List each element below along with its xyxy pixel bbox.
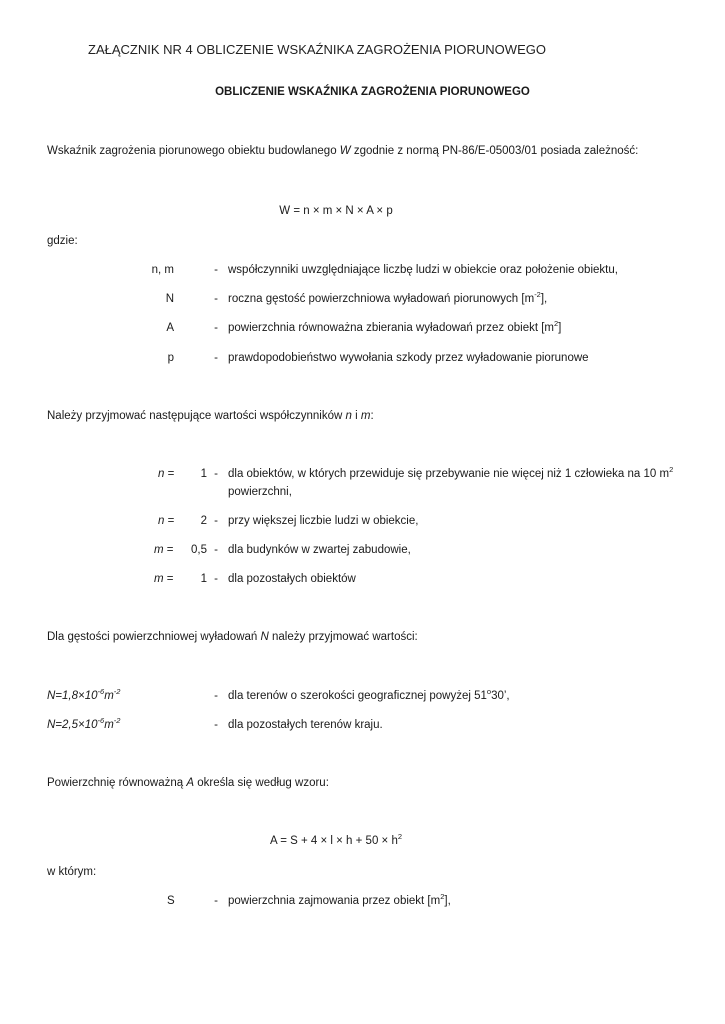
- document-header: ZAŁĄCZNIK NR 4 OBLICZENIE WSKAŹNIKA ZAGROŻENIA PIORUNOWEGO: [88, 42, 546, 57]
- intro-text-after: zgodnie z normą PN-86/E-05003/01 posiada zależność:: [350, 145, 639, 157]
- coefficient-dash: -: [214, 468, 218, 480]
- density-value: [47, 687, 121, 702]
- coefficient-var: [158, 515, 174, 527]
- density-dash: -: [214, 719, 218, 731]
- intro-var: W: [339, 145, 351, 157]
- density-base: N=2,5×10: [47, 719, 98, 731]
- formula-w: W = n × m × N × A × p: [279, 205, 393, 217]
- definition-symbol: S: [167, 895, 175, 907]
- coefficient-var-letter: n: [158, 515, 165, 527]
- intro-text-before: Wskaźnik zagrożenia piorunowego obiektu budowlanego: [47, 145, 340, 157]
- coefficient-eq: =: [164, 515, 175, 527]
- formula-a-exponent: 2: [397, 832, 403, 841]
- density-unit: m: [104, 690, 114, 702]
- definition-dash: -: [214, 264, 218, 276]
- density-dash: -: [214, 690, 218, 702]
- density-value: [47, 716, 121, 731]
- coefficient-eq: =: [164, 468, 175, 480]
- density-unit: m: [104, 719, 114, 731]
- coefficient-var-letter: m: [154, 573, 164, 585]
- density-intro-before: Dla gęstości powierzchniowej wyładowań: [47, 631, 261, 643]
- coefficient-eq: =: [163, 544, 174, 556]
- w-ktorym-label: w którym:: [47, 866, 97, 878]
- definition-text: [228, 290, 548, 305]
- coefficient-desc-continuation: powierzchni,: [228, 486, 292, 498]
- definition-symbol: A: [166, 322, 174, 334]
- coefficient-var: [154, 573, 174, 585]
- unit-superscript: 2: [669, 465, 674, 474]
- coefficient-value: 1: [200, 468, 207, 480]
- coefficient-desc: przy większej liczbie ludzi w obiekcie,: [228, 515, 419, 527]
- definition-text: [228, 352, 589, 364]
- density-intro: [47, 631, 418, 643]
- density-unit-exponent: -2: [113, 716, 121, 725]
- coefficient-var-letter: n: [158, 468, 165, 480]
- area-intro-before: Powierzchnię równoważną: [47, 777, 187, 789]
- definition-text-tail: ],: [540, 293, 548, 305]
- formula-a-main: A = S + 4 × l × h + 50 × h: [269, 835, 398, 847]
- density-desc-text: dla terenów o szerokości geograficznej powyżej 51: [228, 690, 487, 702]
- coefficient-var-letter: m: [154, 544, 164, 556]
- density-desc-tail: 30’,: [491, 690, 510, 702]
- definition-text: [228, 264, 618, 276]
- definition-dash: -: [214, 352, 218, 364]
- coefficient-dash: -: [214, 515, 218, 527]
- definition-text-main: powierzchnia równoważna zbierania wyładowań przez obiekt [m: [228, 322, 554, 334]
- formula-a: [0, 832, 672, 847]
- coefficient-var: [154, 544, 174, 556]
- coefficient-dash: -: [214, 573, 218, 585]
- coefficient-value: 0,5: [191, 544, 207, 556]
- area-intro: [47, 777, 329, 789]
- definition-text-main: współczynniki uwzględniające liczbę ludzi w obiekcie oraz położenie obiektu,: [228, 264, 618, 276]
- coefficient-value: 2: [200, 515, 207, 527]
- definition-dash: -: [214, 895, 218, 907]
- unit-superscript: 2: [440, 892, 445, 901]
- definition-dash: -: [214, 322, 218, 334]
- coefficient-dash: -: [214, 544, 218, 556]
- intro-paragraph: [47, 145, 638, 157]
- density-base: N=1,8×10: [47, 690, 98, 702]
- coefficient-value: 1: [200, 573, 207, 585]
- density-desc: dla pozostałych terenów kraju.: [228, 719, 383, 731]
- degree-superscript: o: [486, 687, 492, 696]
- definition-text-tail: ],: [444, 895, 451, 907]
- coefficient-desc: dla pozostałych obiektów: [228, 573, 356, 585]
- definition-text-main: powierzchnia zajmowania przez obiekt [m: [228, 895, 441, 907]
- coefficient-desc: [228, 465, 674, 480]
- unit-superscript: -2: [534, 290, 541, 299]
- coef-intro-after: :: [370, 410, 374, 422]
- definition-symbol: N: [165, 293, 174, 305]
- coefficient-eq: =: [163, 573, 174, 585]
- unit-superscript: 2: [554, 319, 559, 328]
- coefficient-var: [158, 468, 174, 480]
- definition-symbol: p: [167, 352, 174, 364]
- definition-text-main: roczna gęstość powierzchniowa wyładowań piorunowych [m: [228, 293, 535, 305]
- density-intro-var: N: [260, 631, 269, 643]
- coef-intro-var-n: n: [345, 410, 352, 422]
- density-desc: [228, 687, 510, 702]
- definition-text-main: prawdopodobieństwo wywołania szkody przez wyładowanie piorunowe: [228, 352, 589, 364]
- definition-symbol: n, m: [151, 264, 174, 276]
- gdzie-label: gdzie:: [47, 235, 78, 247]
- density-exponent: -6: [97, 687, 105, 696]
- density-intro-after: należy przyjmować wartości:: [268, 631, 418, 643]
- coef-intro-var-m: m: [360, 410, 371, 422]
- density-unit-exponent: -2: [113, 687, 121, 696]
- area-intro-var: A: [186, 777, 195, 789]
- coefficient-desc-text: dla obiektów, w których przewiduje się przebywanie nie więcej niż 1 człowieka na 10 m: [228, 468, 670, 480]
- definition-text: [228, 892, 451, 907]
- density-exponent: -6: [97, 716, 105, 725]
- definition-text-tail: ]: [558, 322, 562, 334]
- definition-text: [228, 319, 562, 334]
- coefficients-intro: [47, 410, 374, 422]
- coef-intro-mid: i: [351, 410, 361, 422]
- definition-dash: -: [214, 293, 218, 305]
- area-intro-after: określa się według wzoru:: [194, 777, 329, 789]
- coefficient-desc: dla budynków w zwartej zabudowie,: [228, 544, 411, 556]
- coef-intro-before: Należy przyjmować następujące wartości współczynników: [47, 410, 346, 422]
- page-title: OBLICZENIE WSKAŹNIKA ZAGROŻENIA PIORUNOWEGO: [215, 86, 530, 98]
